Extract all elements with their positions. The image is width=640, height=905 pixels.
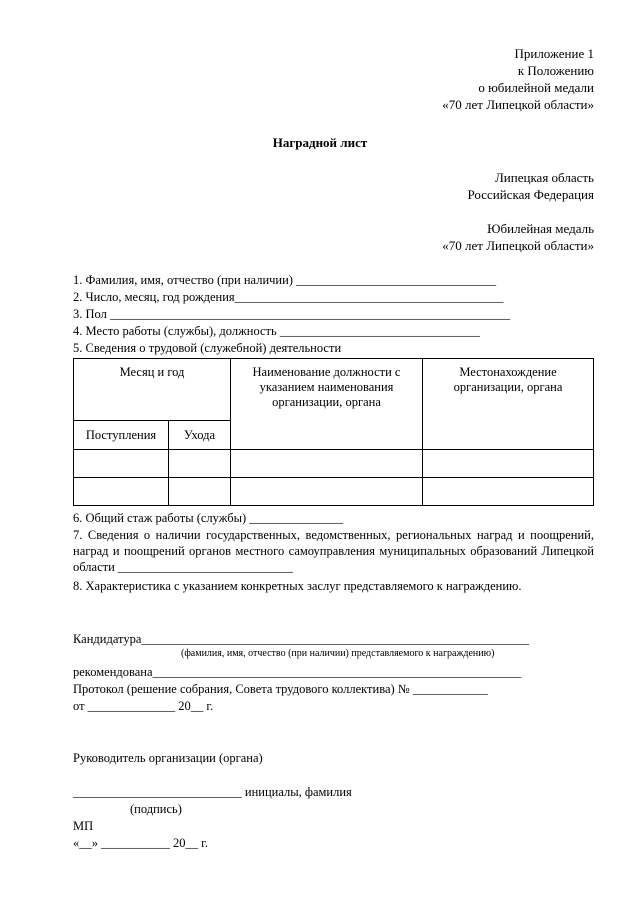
signature-line: ___________________________ инициалы, фамилия	[73, 785, 352, 799]
table-cell	[169, 450, 231, 478]
field-birth-date: 2. Число, месяц, год рождения___________________________________________	[73, 290, 504, 304]
table-cell	[169, 478, 231, 506]
protocol-line: Протокол (решение собрания, Совета трудового коллектива) № ____________	[73, 682, 488, 696]
candidacy-hint: (фамилия, имя, отчество (при наличии) представляемого к награждению)	[181, 648, 495, 659]
table-cell	[423, 450, 594, 478]
header-end: Ухода	[169, 421, 231, 450]
field-characteristics: 8. Характеристика с указанием конкретных заслуг представляемого к награждению.	[73, 579, 522, 593]
table-row	[74, 478, 594, 506]
region-line-1: Липецкая область	[494, 170, 594, 185]
medal-line-1: Юбилейная медаль	[487, 221, 594, 236]
field-awards: 7. Сведения о наличии государственных, ведомственных, региональных наград и поощрений, наград и поощрений органов местного самоуправления муниципальных образований Липецкой области ____________________________	[73, 528, 594, 574]
candidacy-line: Кандидатура______________________________________________________________	[73, 632, 529, 646]
table-cell	[231, 478, 423, 506]
appendix-line-3: о юбилейной медали	[478, 80, 594, 95]
table-cell	[74, 478, 169, 506]
header-month-year: Месяц и год	[74, 359, 231, 421]
field-work-history-label: 5. Сведения о трудовой (служебной) деятельности	[73, 341, 342, 355]
signature-date-line: «__» ___________ 20__ г.	[73, 836, 208, 850]
work-history-table	[73, 358, 594, 506]
appendix-line-4: «70 лет Липецкой области»	[442, 97, 594, 112]
field-workplace: 4. Место работы (службы), должность ________________________________	[73, 324, 480, 338]
recommended-line: рекомендована___________________________________________________________	[73, 665, 522, 679]
head-of-organization: Руководитель организации (органа)	[73, 751, 263, 765]
table-header-row	[74, 359, 594, 421]
protocol-date-line: от ______________ 20__ г.	[73, 699, 214, 713]
table-row	[74, 450, 594, 478]
table-cell	[423, 478, 594, 506]
field-total-experience: 6. Общий стаж работы (службы) _______________	[73, 511, 344, 525]
signature-hint: (подпись)	[130, 802, 182, 816]
header-start: Поступления	[74, 421, 169, 450]
field-full-name: 1. Фамилия, имя, отчество (при наличии) ________________________________	[73, 273, 497, 287]
medal-line-2: «70 лет Липецкой области»	[442, 238, 594, 253]
region-line-2: Российская Федерация	[467, 187, 594, 202]
field-sex: 3. Пол ________________________________________________________________	[73, 307, 510, 321]
header-position: Наименование должности с указанием наименования организации, органа	[231, 359, 423, 450]
appendix-line-1: Приложение 1	[514, 46, 594, 61]
stamp-label: МП	[73, 819, 94, 833]
appendix-line-2: к Положению	[517, 63, 594, 78]
table-cell	[74, 450, 169, 478]
header-location: Местонахождение организации, органа	[423, 359, 594, 450]
page-title: Наградной лист	[272, 135, 368, 150]
table-cell	[231, 450, 423, 478]
